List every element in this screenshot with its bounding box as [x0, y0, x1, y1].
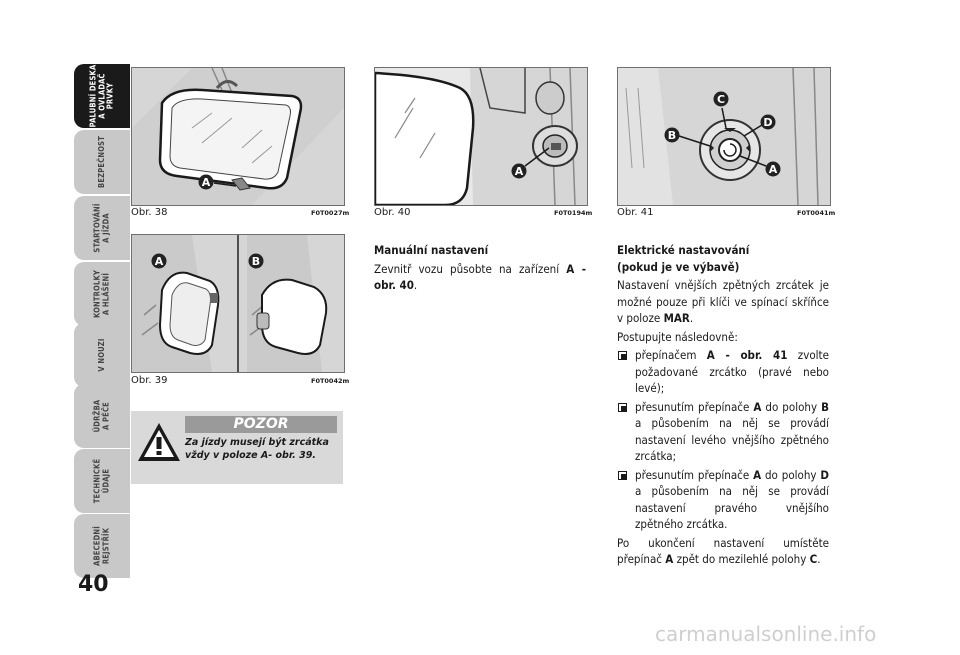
list-item: přesunutím přepínače A do polohy D a působením na něj se provádí nastavení pravého vnějšího zpětného zrcátka.: [617, 467, 829, 533]
label-d: D: [763, 116, 773, 129]
manual-section: [374, 242, 586, 296]
electric-mirror-switch-illustration: [618, 68, 830, 205]
label-b: B: [251, 255, 261, 268]
label-b: B: [667, 129, 677, 142]
figure-40: [374, 67, 588, 206]
code-fig38: F0T0027m: [311, 209, 350, 217]
manual-text: Zevnitř vozu působte na zařízení A - obr. 40.: [374, 261, 586, 292]
caption-fig38: Obr. 38: [131, 207, 168, 218]
warning-box: [131, 411, 343, 484]
tab-label: KONTROLKY A HLÁŠENÍ: [92, 269, 110, 319]
tab-bezpecnost[interactable]: [74, 130, 130, 194]
label-a: A: [201, 176, 211, 189]
warning-title: POZOR: [185, 416, 337, 433]
figure-38: [131, 67, 345, 206]
page-number: 40: [78, 572, 109, 597]
label-a: A: [768, 163, 778, 176]
list-item: přepínačem A - obr. 41 zvolte požadované zrcátko (pravé nebo levé);: [617, 347, 829, 397]
folding-mirror-illustration: [132, 235, 344, 372]
tab-palubni-deska[interactable]: [74, 64, 130, 128]
tab-label: ÚDRŽBA A PÉČE: [92, 399, 110, 433]
manual-mirror-lever-illustration: [375, 68, 587, 205]
footer-watermark: carmanualsonline.info: [655, 622, 877, 646]
caption-fig39: Obr. 39: [131, 375, 168, 386]
warning-triangle-icon: [136, 421, 182, 463]
electric-intro: Nastavení vnějších zpětných zrcátek je možné pouze při klíči ve spínací skříňce v poloze MAR.: [617, 278, 829, 325]
tab-v-nouzi[interactable]: [74, 323, 130, 387]
code-fig40: F0T0194m: [554, 209, 593, 217]
tab-technicke-udaje[interactable]: [74, 449, 130, 513]
manual-heading: Manuální nastavení: [374, 243, 489, 257]
electric-heading: Elektrické nastavování (pokud je ve výbavě): [617, 243, 750, 274]
electric-section: [617, 242, 829, 570]
tab-udrzba[interactable]: [74, 384, 130, 448]
tab-label: PALUBNÍ DESKA A OVLADAČ PRVKY: [88, 64, 115, 128]
rearview-mirror-illustration: [132, 68, 344, 205]
tab-label: BEZPEČNOST: [96, 136, 106, 188]
label-a: A: [154, 255, 164, 268]
tab-abecedni-rejstrik[interactable]: [74, 514, 130, 578]
checkbox-bullet-icon: [618, 351, 627, 360]
tab-label: STARTOVÁNÍ A JÍZDA: [92, 203, 110, 253]
caption-fig40: Obr. 40: [374, 207, 411, 218]
list-item: přesunutím přepínače A do polohy B a působením na něj se provádí nastavení levého vnějšího zpětného zrcátka;: [617, 399, 829, 465]
label-c: C: [716, 93, 726, 106]
checkbox-bullet-icon: [618, 403, 627, 412]
tab-startovani[interactable]: [74, 196, 130, 260]
label-a: A: [514, 165, 524, 178]
figure-39: [131, 234, 345, 373]
tab-label: TECHNICKÉ ÚDAJE: [92, 458, 110, 504]
electric-steps-intro: Postupujte následovně:: [617, 329, 738, 344]
code-fig39: F0T0042m: [311, 377, 350, 385]
checkbox-bullet-icon: [618, 471, 627, 480]
electric-outro: Po ukončení nastavení umístěte přepínač A zpět do mezilehlé polohy C.: [617, 535, 829, 566]
caption-fig41: Obr. 41: [617, 207, 654, 218]
code-fig41: F0T0041m: [797, 209, 836, 217]
tab-label: ABECEDNÍ REJSTŘÍK: [92, 526, 110, 566]
tab-kontrolky[interactable]: [74, 262, 130, 326]
warning-text: Za jízdy musejí být zrcátka vždy v poloze A- obr. 39.: [185, 437, 329, 461]
tab-label: V NOUZI: [96, 338, 106, 372]
figure-41: [617, 67, 831, 206]
